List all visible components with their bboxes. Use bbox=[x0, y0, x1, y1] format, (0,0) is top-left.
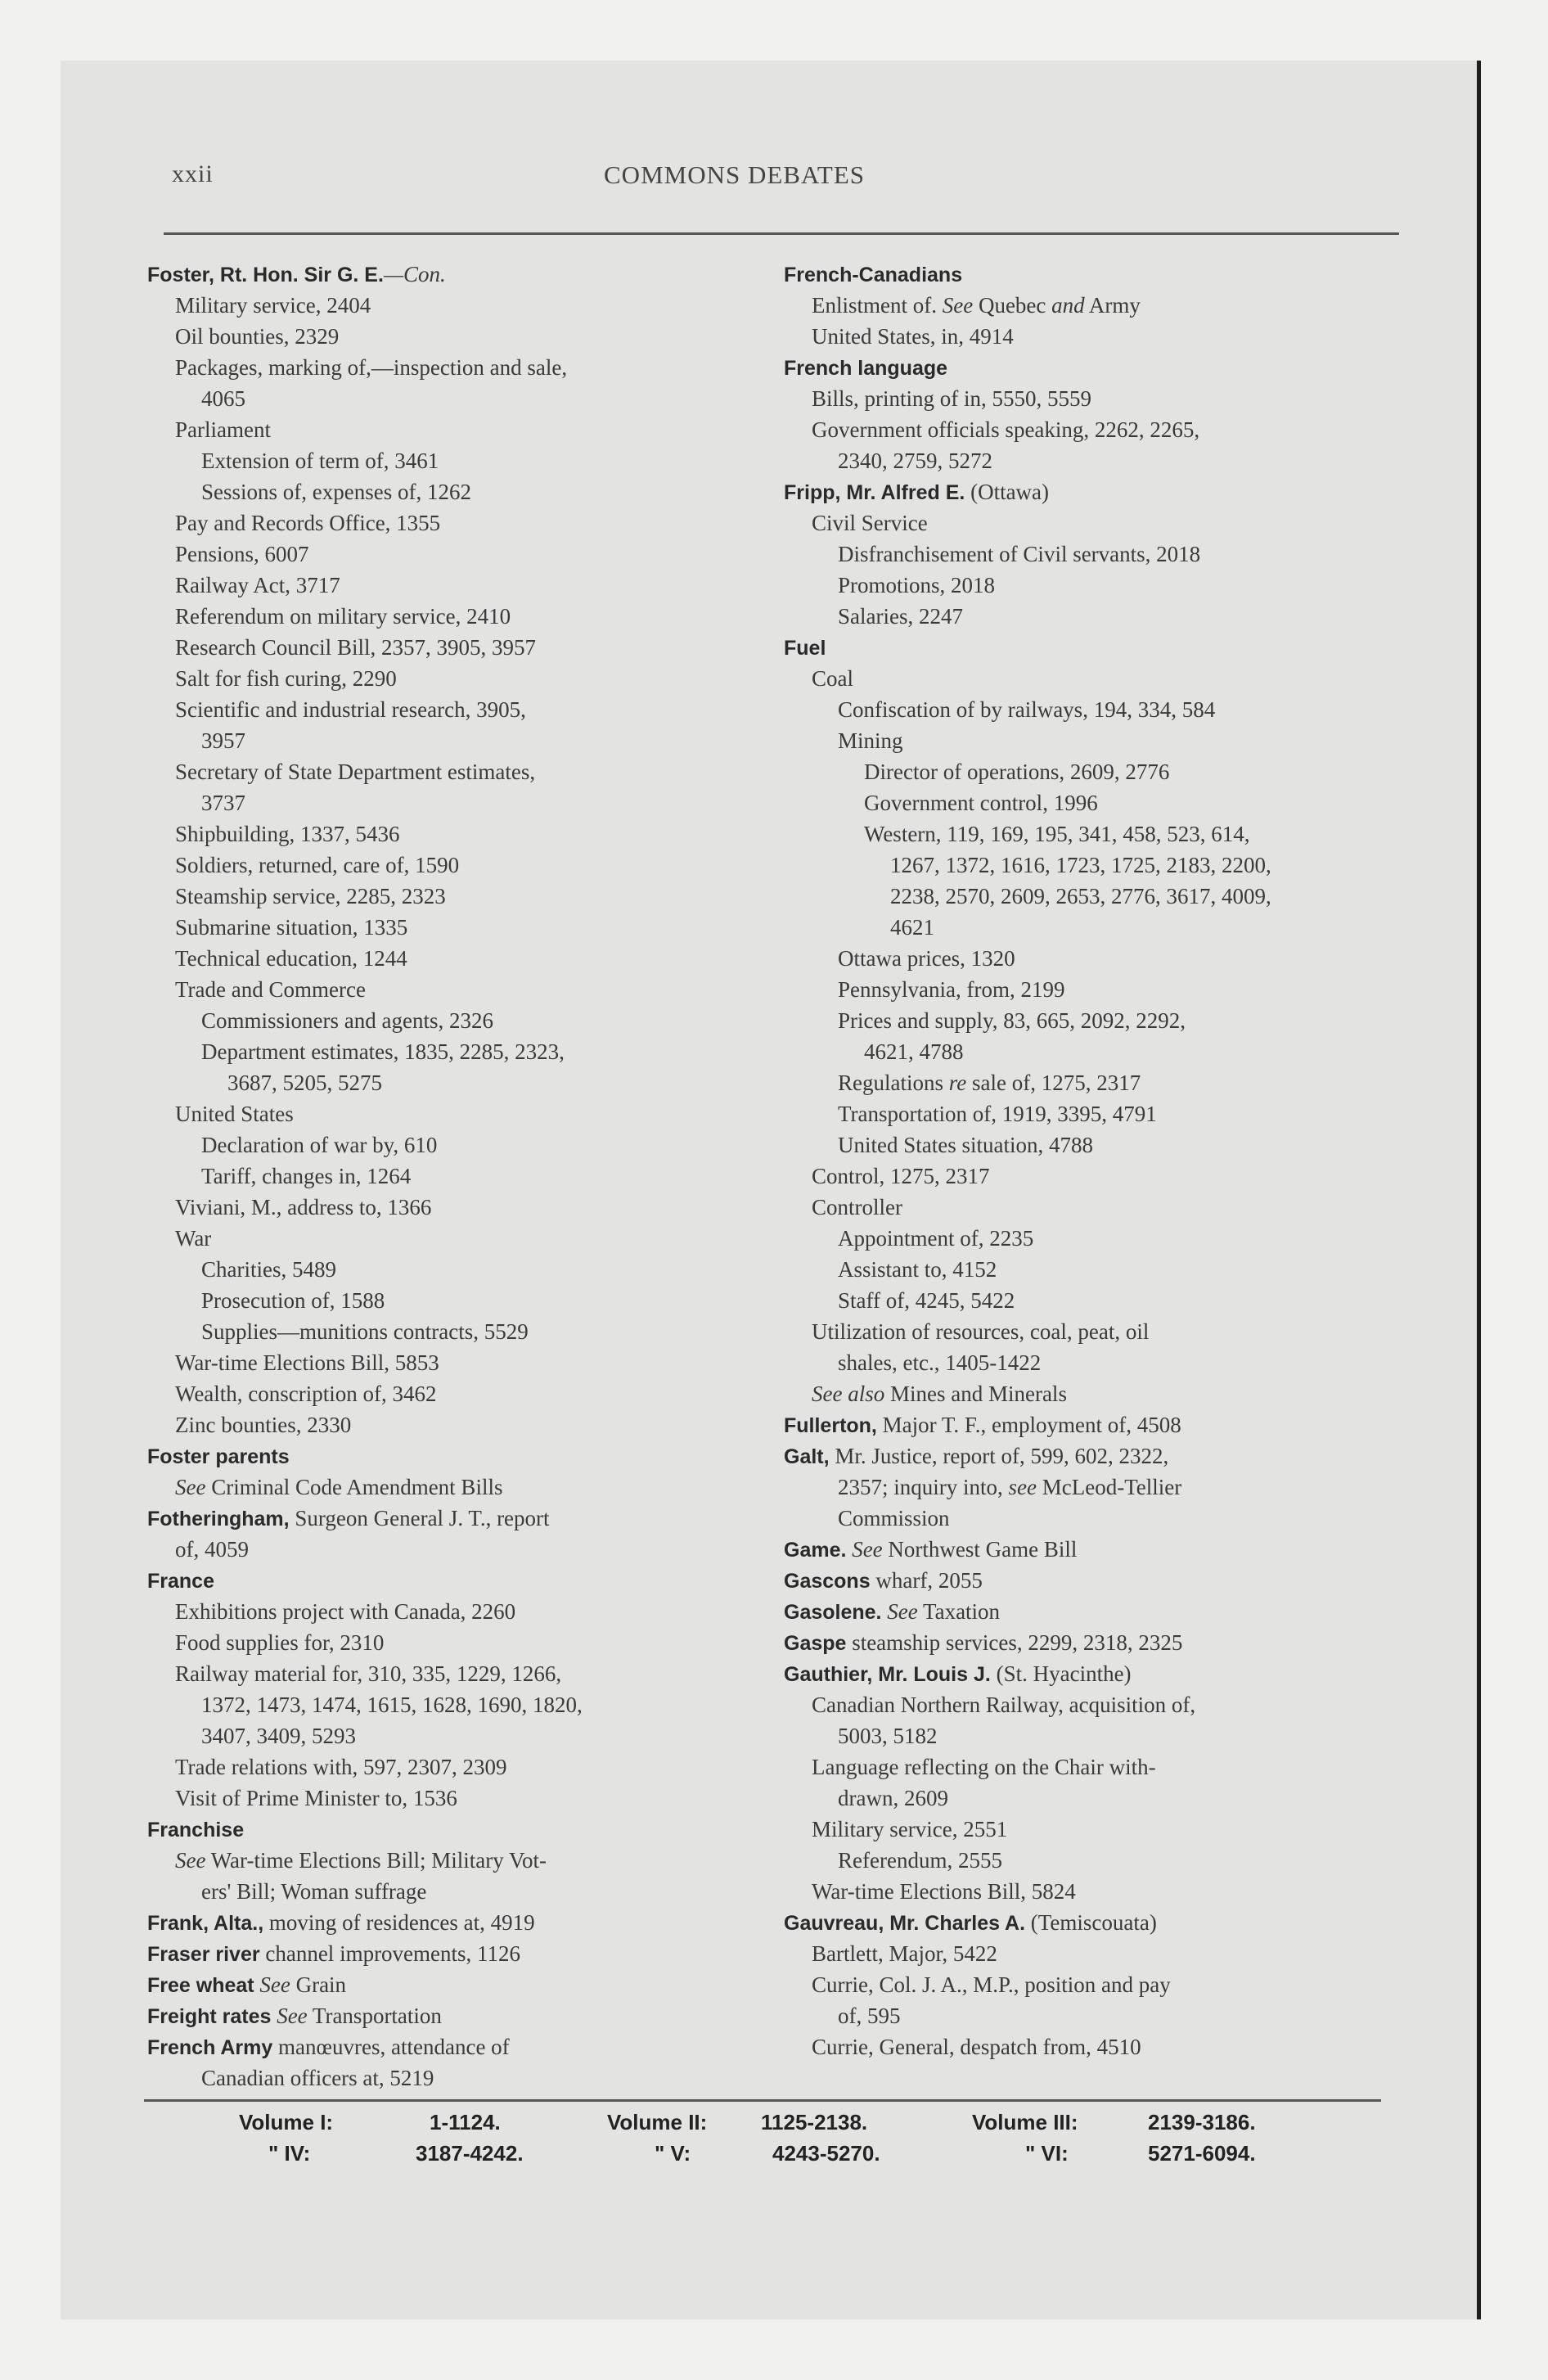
entry-text: War-time Elections Bill; Military Vot- bbox=[205, 1848, 547, 1873]
entry-text: Grain bbox=[290, 1972, 347, 1997]
entry-text: Salt for fish curing, 2290 bbox=[175, 666, 397, 691]
volume-label: Volume I: bbox=[239, 2110, 334, 2134]
index-heading bbox=[784, 1565, 1422, 1596]
footer-rule bbox=[144, 2099, 1381, 2102]
italic-text: See bbox=[942, 293, 974, 318]
entry-text: Regulations bbox=[838, 1071, 949, 1095]
index-entry bbox=[147, 1596, 785, 1627]
entry-text: 4621 bbox=[890, 915, 934, 940]
index-heading bbox=[784, 1596, 1422, 1627]
index-entry bbox=[147, 601, 785, 632]
index-entry bbox=[784, 2031, 1422, 2062]
index-entry bbox=[147, 1627, 785, 1658]
heading-text: French Army bbox=[147, 2036, 273, 2059]
index-entry bbox=[147, 850, 785, 881]
index-entry bbox=[147, 1845, 785, 1876]
index-entry bbox=[784, 570, 1422, 601]
entry-text: 3737 bbox=[201, 791, 245, 815]
index-entry bbox=[784, 1751, 1422, 1783]
entry-text: of, 595 bbox=[838, 2004, 901, 2028]
entry-text: Charities, 5489 bbox=[201, 1257, 336, 1282]
entry-text: Exhibitions project with Canada, 2260 bbox=[175, 1599, 516, 1624]
index-heading bbox=[784, 1627, 1422, 1658]
entry-text: Bartlett, Major, 5422 bbox=[812, 1941, 997, 1966]
heading-text: Frank, Alta., bbox=[147, 1912, 264, 1935]
entry-text: Submarine situation, 1335 bbox=[175, 915, 408, 940]
index-heading bbox=[147, 2031, 785, 2062]
index-entry bbox=[784, 1503, 1422, 1534]
entry-text: Canadian Northern Railway, acquisition of, bbox=[812, 1693, 1196, 1717]
index-entry bbox=[147, 974, 785, 1005]
index-entry bbox=[147, 632, 785, 663]
entry-text: Civil Service bbox=[812, 511, 928, 535]
entry-text: Transportation bbox=[307, 2004, 442, 2028]
heading-text: Free wheat bbox=[147, 1974, 254, 1997]
entry-text: Disfranchisement of Civil servants, 2018 bbox=[838, 542, 1201, 566]
index-heading bbox=[784, 1658, 1422, 1689]
volume-label: Volume III: bbox=[972, 2110, 1078, 2134]
entry-text: Canadian officers at, 5219 bbox=[201, 2066, 434, 2090]
heading-text: Fraser river bbox=[147, 1943, 260, 1966]
index-entry bbox=[147, 725, 785, 756]
entry-text: War-time Elections Bill, 5853 bbox=[175, 1350, 439, 1375]
volume-range: 1125-2138. bbox=[761, 2110, 868, 2134]
heading-text: Foster, Rt. Hon. Sir G. E. bbox=[147, 264, 384, 286]
index-entry bbox=[784, 1098, 1422, 1129]
entry-text: Control, 1275, 2317 bbox=[812, 1164, 990, 1188]
entry-text: shales, etc., 1405-1422 bbox=[838, 1350, 1042, 1375]
entry-text: (Ottawa) bbox=[965, 480, 1050, 504]
entry-text: Technical education, 1244 bbox=[175, 946, 407, 971]
index-entry bbox=[147, 1720, 785, 1751]
entry-text: 1267, 1372, 1616, 1723, 1725, 2183, 2200, bbox=[890, 853, 1271, 877]
heading-text: Fullerton, bbox=[784, 1414, 877, 1437]
index-entry bbox=[784, 1192, 1422, 1223]
entry-text: Wealth, conscription of, 3462 bbox=[175, 1382, 437, 1406]
entry-text: 2340, 2759, 5272 bbox=[838, 449, 992, 473]
index-entry bbox=[147, 1689, 785, 1720]
entry-text: Extension of term of, 3461 bbox=[201, 449, 439, 473]
entry-text: Research Council Bill, 2357, 3905, 3957 bbox=[175, 635, 536, 660]
index-entry bbox=[147, 1129, 785, 1161]
entry-text: Trade and Commerce bbox=[175, 977, 366, 1002]
index-entry bbox=[147, 1378, 785, 1409]
heading-text: Gasolene. bbox=[784, 1601, 882, 1624]
entry-text: Pensions, 6007 bbox=[175, 542, 309, 566]
entry-text: Supplies—munitions contracts, 5529 bbox=[201, 1319, 529, 1344]
entry-text: Food supplies for, 2310 bbox=[175, 1630, 385, 1655]
index-heading bbox=[147, 259, 785, 290]
index-entry bbox=[784, 414, 1422, 445]
entry-text: Director of operations, 2609, 2776 bbox=[864, 760, 1170, 784]
entry-text: Assistant to, 4152 bbox=[838, 1257, 997, 1282]
entry-text: ers' Bill; Woman suffrage bbox=[201, 1879, 427, 1904]
volume-label: " IV: bbox=[268, 2141, 311, 2166]
index-entry bbox=[784, 1316, 1422, 1347]
index-entry bbox=[147, 507, 785, 539]
index-entry bbox=[784, 1347, 1422, 1378]
entry-text: United States bbox=[175, 1102, 294, 1126]
index-entry bbox=[784, 694, 1422, 725]
entry-text: Surgeon General J. T., report bbox=[289, 1506, 550, 1530]
index-heading bbox=[147, 1907, 785, 1938]
index-entry bbox=[784, 850, 1422, 881]
index-entry bbox=[784, 912, 1422, 943]
index-entry bbox=[784, 383, 1422, 414]
entry-text: moving of residences at, 4919 bbox=[263, 1910, 535, 1935]
index-heading bbox=[147, 1565, 785, 1596]
entry-text: Salaries, 2247 bbox=[838, 604, 963, 629]
left-index-column bbox=[147, 259, 785, 2094]
italic-text: See also bbox=[812, 1382, 885, 1406]
entry-text: Appointment of, 2235 bbox=[838, 1226, 1034, 1251]
index-entry bbox=[784, 1969, 1422, 2000]
entry-text: United States, in, 4914 bbox=[812, 324, 1014, 349]
heading-text: France bbox=[147, 1570, 214, 1593]
index-entry bbox=[147, 881, 785, 912]
heading-text: French-Canadians bbox=[784, 264, 963, 286]
entry-text: Viviani, M., address to, 1366 bbox=[175, 1195, 432, 1219]
heading-text: French language bbox=[784, 357, 948, 380]
index-entry bbox=[784, 725, 1422, 756]
index-entry bbox=[147, 756, 785, 787]
entry-text: Mines and Minerals bbox=[884, 1382, 1067, 1406]
entry-text: Commissioners and agents, 2326 bbox=[201, 1008, 493, 1033]
volume-range: 2139-3186. bbox=[1148, 2110, 1256, 2134]
entry-text: Pennsylvania, from, 2199 bbox=[838, 977, 1065, 1002]
entry-text: Secretary of State Department estimates, bbox=[175, 760, 536, 784]
index-heading bbox=[147, 2000, 785, 2031]
index-entry bbox=[147, 1316, 785, 1347]
index-heading bbox=[147, 1969, 785, 2000]
index-heading bbox=[784, 1534, 1422, 1565]
index-entry bbox=[147, 570, 785, 601]
entry-text: 4621, 4788 bbox=[864, 1039, 964, 1064]
index-entry bbox=[147, 1067, 785, 1098]
volume-label: " V: bbox=[655, 2141, 691, 2166]
entry-text: Referendum on military service, 2410 bbox=[175, 604, 511, 629]
index-entry bbox=[147, 476, 785, 507]
entry-text: 3407, 3409, 5293 bbox=[201, 1724, 356, 1748]
index-entry bbox=[784, 1005, 1422, 1036]
index-heading bbox=[784, 1409, 1422, 1440]
italic-text: —Con. bbox=[383, 262, 446, 286]
index-heading bbox=[784, 476, 1422, 507]
index-entry bbox=[147, 290, 785, 321]
entry-text: McLeod-Tellier bbox=[1036, 1475, 1182, 1499]
entry-text: Parliament bbox=[175, 417, 271, 442]
italic-text: See bbox=[175, 1475, 206, 1499]
page-edge-shadow bbox=[1477, 61, 1481, 2319]
index-entry bbox=[784, 1938, 1422, 1969]
entry-text: 4065 bbox=[201, 386, 245, 411]
entry-text: Northwest Game Bill bbox=[882, 1537, 1078, 1562]
entry-text: (St. Hyacinthe) bbox=[990, 1661, 1132, 1686]
entry-text: Trade relations with, 597, 2307, 2309 bbox=[175, 1755, 507, 1779]
entry-text: Railway Act, 3717 bbox=[175, 573, 340, 597]
header-rule bbox=[164, 232, 1399, 235]
index-heading bbox=[784, 1440, 1422, 1472]
index-entry bbox=[147, 352, 785, 383]
index-entry bbox=[784, 943, 1422, 974]
heading-text: Freight rates bbox=[147, 2005, 272, 2028]
index-entry bbox=[147, 539, 785, 570]
entry-text: of, 4059 bbox=[175, 1537, 249, 1562]
italic-text: re bbox=[948, 1071, 967, 1095]
index-entry bbox=[147, 663, 785, 694]
index-entry bbox=[147, 1005, 785, 1036]
entry-text: Shipbuilding, 1337, 5436 bbox=[175, 822, 400, 846]
index-entry bbox=[784, 1472, 1422, 1503]
entry-text: Transportation of, 1919, 3395, 4791 bbox=[838, 1102, 1157, 1126]
entry-text: Government officials speaking, 2262, 2265, bbox=[812, 417, 1200, 442]
index-entry bbox=[784, 974, 1422, 1005]
heading-text: Gauthier, Mr. Louis J. bbox=[784, 1663, 991, 1686]
index-entry bbox=[784, 881, 1422, 912]
index-entry bbox=[147, 1161, 785, 1192]
volume-label: Volume II: bbox=[607, 2110, 708, 2134]
italic-text: See bbox=[271, 2004, 308, 2028]
index-entry bbox=[784, 507, 1422, 539]
index-heading bbox=[784, 352, 1422, 383]
heading-text: Franchise bbox=[147, 1819, 245, 1841]
entry-text: sale of, 1275, 2317 bbox=[966, 1071, 1141, 1095]
index-entry bbox=[147, 1409, 785, 1440]
volume-range: 4243-5270. bbox=[772, 2141, 880, 2166]
index-heading bbox=[784, 259, 1422, 290]
index-entry bbox=[784, 1783, 1422, 1814]
entry-text: Currie, Col. J. A., M.P., position and pay bbox=[812, 1972, 1171, 1997]
italic-text: See bbox=[175, 1848, 206, 1873]
index-entry bbox=[784, 1378, 1422, 1409]
entry-text: 2357; inquiry into, bbox=[838, 1475, 1009, 1499]
volume-range: 3187-4242. bbox=[416, 2141, 524, 2166]
index-entry bbox=[784, 1845, 1422, 1876]
entry-text: Enlistment of. bbox=[812, 293, 943, 318]
entry-text: Mr. Justice, report of, 599, 602, 2322, bbox=[829, 1444, 1169, 1468]
index-entry bbox=[784, 1067, 1422, 1098]
entry-text: Ottawa prices, 1320 bbox=[838, 946, 1015, 971]
entry-text: Mining bbox=[838, 728, 903, 753]
italic-text: See bbox=[254, 1972, 290, 1997]
entry-text: War-time Elections Bill, 5824 bbox=[812, 1879, 1076, 1904]
entry-text: Promotions, 2018 bbox=[838, 573, 996, 597]
index-heading bbox=[147, 1440, 785, 1472]
index-entry bbox=[147, 383, 785, 414]
index-entry bbox=[147, 1192, 785, 1223]
index-entry bbox=[784, 663, 1422, 694]
entry-text: manœuvres, attendance of bbox=[272, 2035, 510, 2059]
entry-text: Railway material for, 310, 335, 1229, 1266, bbox=[175, 1661, 562, 1686]
heading-text: Gascons bbox=[784, 1570, 871, 1593]
italic-text: See bbox=[846, 1537, 883, 1562]
entry-text: Sessions of, expenses of, 1262 bbox=[201, 480, 471, 504]
entry-text: 2238, 2570, 2609, 2653, 2776, 3617, 4009, bbox=[890, 884, 1271, 908]
entry-text: Confiscation of by railways, 194, 334, 584 bbox=[838, 697, 1216, 722]
entry-text: Utilization of resources, coal, peat, oil bbox=[812, 1319, 1150, 1344]
index-entry bbox=[784, 818, 1422, 850]
volume-range: 5271-6094. bbox=[1148, 2141, 1256, 2166]
index-entry bbox=[147, 1534, 785, 1565]
index-entry bbox=[147, 445, 785, 476]
index-heading bbox=[784, 632, 1422, 663]
index-entry bbox=[784, 756, 1422, 787]
entry-text: United States situation, 4788 bbox=[838, 1133, 1093, 1157]
index-heading bbox=[147, 1503, 785, 1534]
index-entry bbox=[784, 1129, 1422, 1161]
entry-text: steamship services, 2299, 2318, 2325 bbox=[846, 1630, 1183, 1655]
index-entry bbox=[147, 1036, 785, 1067]
entry-text: Steamship service, 2285, 2323 bbox=[175, 884, 446, 908]
index-entry bbox=[147, 1285, 785, 1316]
entry-text: 3957 bbox=[201, 728, 245, 753]
index-entry bbox=[784, 539, 1422, 570]
italic-text: See bbox=[881, 1599, 918, 1624]
entry-text: wharf, 2055 bbox=[870, 1568, 983, 1593]
entry-text: Tariff, changes in, 1264 bbox=[201, 1164, 412, 1188]
entry-text: Oil bounties, 2329 bbox=[175, 324, 340, 349]
index-entry bbox=[147, 1751, 785, 1783]
index-entry bbox=[784, 2000, 1422, 2031]
entry-text: 3687, 5205, 5275 bbox=[227, 1071, 382, 1095]
heading-text: Fripp, Mr. Alfred E. bbox=[784, 481, 965, 504]
index-heading bbox=[147, 1938, 785, 1969]
index-entry bbox=[784, 1223, 1422, 1254]
entry-text: Bills, printing of in, 5550, 5559 bbox=[812, 386, 1092, 411]
entry-text: channel improvements, 1126 bbox=[259, 1941, 521, 1966]
volume-range: 1-1124. bbox=[430, 2110, 501, 2134]
entry-text: Scientific and industrial research, 3905, bbox=[175, 697, 526, 722]
entry-text: 1372, 1473, 1474, 1615, 1628, 1690, 1820, bbox=[201, 1693, 583, 1717]
right-index-column bbox=[784, 259, 1422, 2062]
index-entry bbox=[147, 694, 785, 725]
index-entry bbox=[147, 787, 785, 818]
entry-text: Major T. F., employment of, 4508 bbox=[876, 1413, 1181, 1437]
index-entry bbox=[147, 1098, 785, 1129]
index-entry bbox=[784, 290, 1422, 321]
entry-text: Army bbox=[1084, 293, 1141, 318]
index-entry bbox=[784, 1814, 1422, 1845]
entry-text: Language reflecting on the Chair with- bbox=[812, 1755, 1156, 1779]
entry-text: Quebec bbox=[973, 293, 1052, 318]
heading-text: Game. bbox=[784, 1539, 847, 1562]
entry-text: Referendum, 2555 bbox=[838, 1848, 1002, 1873]
heading-text: Gaspe bbox=[784, 1632, 847, 1655]
index-entry bbox=[784, 1161, 1422, 1192]
page-number: xxii bbox=[172, 160, 214, 187]
entry-text: Prices and supply, 83, 665, 2092, 2292, bbox=[838, 1008, 1186, 1033]
italic-text: see bbox=[1008, 1475, 1037, 1499]
entry-text: Criminal Code Amendment Bills bbox=[205, 1475, 503, 1499]
index-entry bbox=[784, 1689, 1422, 1720]
entry-text: Military service, 2404 bbox=[175, 293, 371, 318]
entry-text: Commission bbox=[838, 1506, 950, 1530]
index-entry bbox=[147, 1783, 785, 1814]
index-entry bbox=[147, 1472, 785, 1503]
entry-text: Visit of Prime Minister to, 1536 bbox=[175, 1786, 457, 1810]
volume-label: " VI: bbox=[1025, 2141, 1069, 2166]
index-heading bbox=[784, 1907, 1422, 1938]
index-entry bbox=[784, 787, 1422, 818]
index-entry bbox=[147, 2062, 785, 2094]
index-entry bbox=[784, 1720, 1422, 1751]
index-entry bbox=[784, 1036, 1422, 1067]
entry-text: Government control, 1996 bbox=[864, 791, 1098, 815]
index-entry bbox=[784, 1285, 1422, 1316]
entry-text: Currie, General, despatch from, 4510 bbox=[812, 2035, 1141, 2059]
page-header bbox=[0, 160, 1548, 210]
entry-text: 5003, 5182 bbox=[838, 1724, 938, 1748]
entry-text: Taxation bbox=[917, 1599, 1001, 1624]
index-entry bbox=[784, 445, 1422, 476]
index-entry bbox=[147, 414, 785, 445]
heading-text: Fotheringham, bbox=[147, 1508, 290, 1530]
entry-text: Western, 119, 169, 195, 341, 458, 523, 614, bbox=[864, 822, 1250, 846]
entry-text: drawn, 2609 bbox=[838, 1786, 948, 1810]
index-entry bbox=[784, 601, 1422, 632]
index-entry bbox=[147, 1223, 785, 1254]
index-entry bbox=[147, 1254, 785, 1285]
index-entry bbox=[784, 1254, 1422, 1285]
index-entry bbox=[147, 1658, 785, 1689]
entry-text: Zinc bounties, 2330 bbox=[175, 1413, 352, 1437]
entry-text: Declaration of war by, 610 bbox=[201, 1133, 438, 1157]
entry-text: (Temiscouata) bbox=[1025, 1910, 1157, 1935]
entry-text: Packages, marking of,—inspection and sale, bbox=[175, 355, 568, 380]
entry-text: War bbox=[175, 1226, 212, 1251]
entry-text: Soldiers, returned, care of, 1590 bbox=[175, 853, 460, 877]
index-entry bbox=[147, 1347, 785, 1378]
running-title: COMMONS DEBATES bbox=[604, 160, 866, 189]
entry-text: Controller bbox=[812, 1195, 902, 1219]
heading-text: Fuel bbox=[784, 637, 826, 660]
entry-text: Staff of, 4245, 5422 bbox=[838, 1288, 1015, 1313]
index-entry bbox=[147, 818, 785, 850]
entry-text: Military service, 2551 bbox=[812, 1817, 1008, 1841]
index-entry bbox=[147, 1876, 785, 1907]
index-entry bbox=[147, 912, 785, 943]
heading-text: Foster parents bbox=[147, 1445, 290, 1468]
entry-text: Prosecution of, 1588 bbox=[201, 1288, 385, 1313]
entry-text: Coal bbox=[812, 666, 853, 691]
index-entry bbox=[147, 321, 785, 352]
index-heading bbox=[147, 1814, 785, 1845]
index-entry bbox=[147, 943, 785, 974]
heading-text: Galt, bbox=[784, 1445, 830, 1468]
index-entry bbox=[784, 1876, 1422, 1907]
heading-text: Gauvreau, Mr. Charles A. bbox=[784, 1912, 1026, 1935]
entry-text: Department estimates, 1835, 2285, 2323, bbox=[201, 1039, 565, 1064]
index-entry bbox=[784, 321, 1422, 352]
italic-text: and bbox=[1051, 293, 1085, 318]
entry-text: Pay and Records Office, 1355 bbox=[175, 511, 441, 535]
